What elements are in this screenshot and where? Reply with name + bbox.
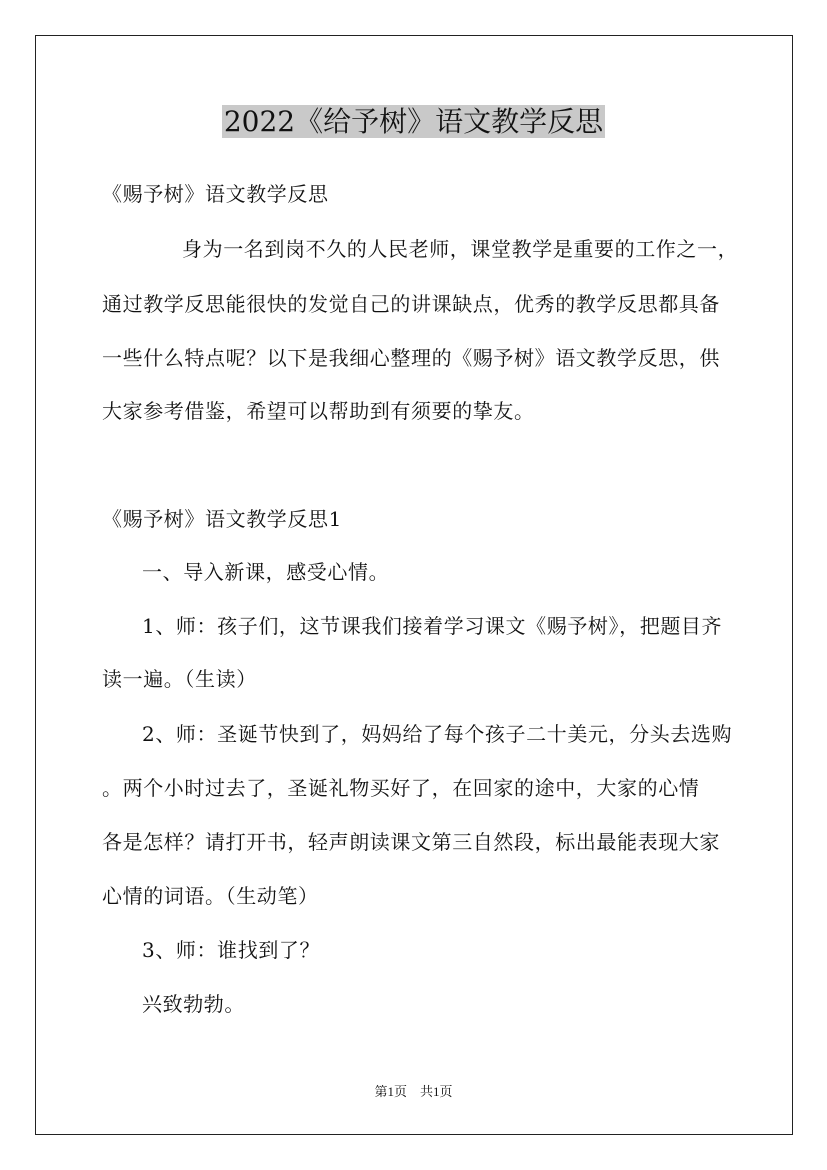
intro-paragraph-line: 通过教学反思能很快的发觉自己的讲课缺点，优秀的教学反思都具备 [102, 292, 720, 316]
section-line: 1、师：孩子们，这节课我们接着学习课文《赐予树》，把题目齐 [142, 614, 723, 638]
section-line: 兴致勃勃。 [142, 992, 245, 1016]
section-line: 3、师：谁找到了？ [142, 938, 321, 962]
intro-paragraph-line: 大家参考借鉴，希望可以帮助到有须要的挚友。 [102, 399, 535, 423]
section-line: 各是怎样？请打开书，轻声朗读课文第三自然段，标出最能表现大家 [102, 830, 720, 854]
section-heading: 《赐予树》语文教学反思1 [102, 507, 342, 531]
page-number: 第1页 共1页 [374, 1084, 453, 1099]
intro-heading: 《赐予树》语文教学反思 [102, 182, 329, 206]
intro-paragraph-line: 一些什么特点呢？以下是我细心整理的《赐予树》语文教学反思，供 [102, 346, 720, 370]
intro-paragraph-line: 身为一名到岗不久的人民老师，课堂教学是重要的工作之一， [182, 237, 739, 261]
section-line: 。两个小时过去了，圣诞礼物买好了，在回家的途中，大家的心情 [102, 776, 700, 800]
section-line: 一、导入新课，感受心情。 [142, 560, 390, 584]
document-title [0, 102, 827, 142]
section-line: 心情的词语。（生动笔） [102, 884, 319, 908]
section-line: 读一遍。（生读） [102, 667, 257, 691]
document-title-text: 2022《给予树》语文教学反思 [223, 105, 604, 138]
section-line: 2、师：圣诞节快到了，妈妈给了每个孩子二十美元，分头去选购 [142, 722, 733, 746]
